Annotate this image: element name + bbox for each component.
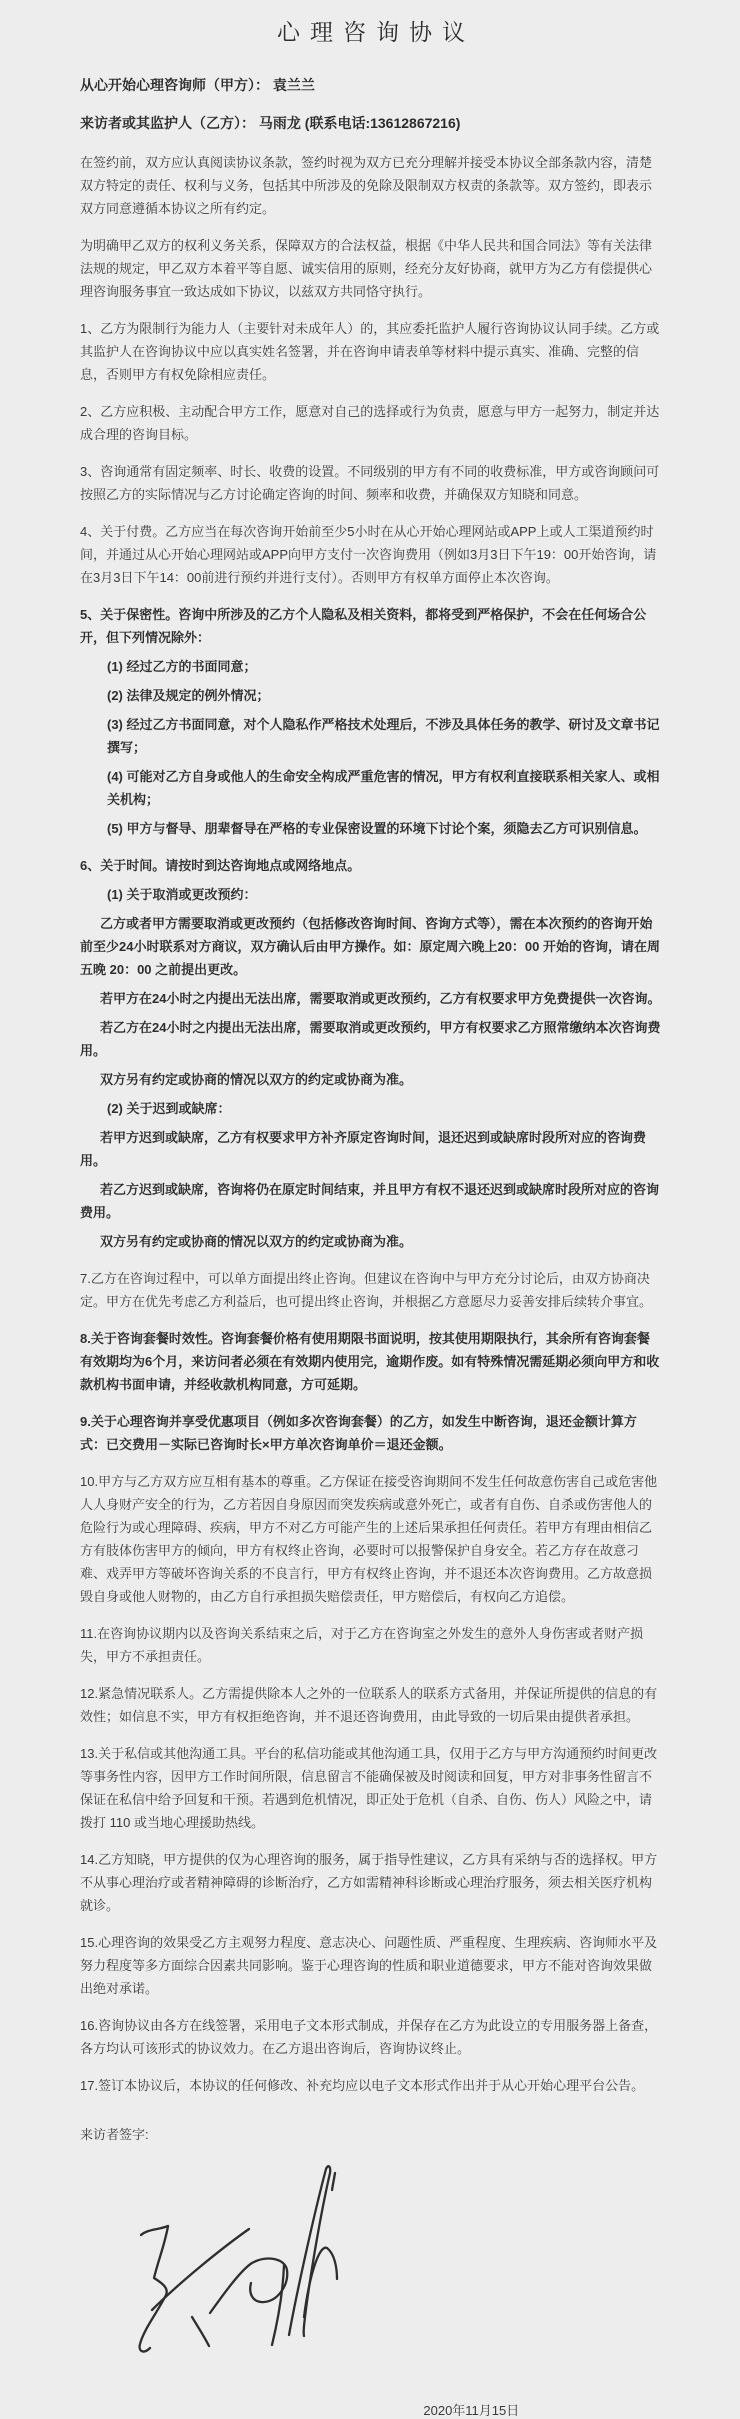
clause-5-item: (3) 经过乙方书面同意，对个人隐私作严格技术处理后，不涉及具体任务的教学、研讨及文章书记撰写； (107, 717, 660, 755)
clause-6-sub-heading: (1) 关于取消或更改预约： (107, 887, 257, 902)
clause-5-item: (5) 甲方与督导、朋辈督导在严格的专业保密设置的环境下讨论个案，须隐去乙方可识别信息。 (107, 821, 647, 836)
clause-2: 2、乙方应积极、主动配合甲方工作，愿意对自己的选择或行为负责，愿意与甲方一起努力，制定并达成合理的咨询目标。 (80, 404, 660, 442)
clause-1: 1、乙方为限制行为能力人（主要针对未成年人）的，其应委托监护人履行咨询协议认同手续。乙方或其监护人在咨询协议中应以真实姓名签署，并在咨询申请表单等材料中提示真实、准确、完整的信息，否则甲方有权免除相应责任。 (80, 321, 660, 382)
clause-7: 7.乙方在咨询过程中，可以单方面提出终止咨询。但建议在咨询中与甲方充分讨论后，由双方协商决定。甲方在优先考虑乙方利益后，也可提出终止咨询，并根据乙方意愿尽力妥善安排后续转介事宜。 (80, 1271, 653, 1309)
document-date: 2020年11月15日 (423, 2403, 520, 2418)
clause-3: 3、咨询通常有固定频率、时长、收费的设置。不同级别的甲方有不同的收费标准，甲方或咨询顾问可按照乙方的实际情况与乙方讨论确定咨询的时间、频率和收费，并确保双方知晓和同意。 (80, 464, 660, 502)
clause-6-item: 乙方或者甲方需要取消或更改预约（包括修改咨询时间、咨询方式等），需在本次预约的咨询开始前至少24小时联系对方商议，双方确认后由甲方操作。如：原定周六晚上20：00 开始的咨询，请在周五晚 20：00 之前提出更改。 (80, 916, 660, 977)
handwritten-signature (86, 2156, 346, 2374)
clause-11: 11.在咨询协议期内以及咨询关系结束之后，对于乙方在咨询室之外发生的意外人身伤害或者财产损失，甲方不承担责任。 (80, 1626, 644, 1664)
clause-5-item: (4) 可能对乙方自身或他人的生命安全构成严重危害的情况，甲方有权利直接联系相关家人、或相关机构； (107, 769, 660, 807)
clause-5-item: (1) 经过乙方的书面同意； (107, 659, 257, 674)
clause-5-item: (2) 法律及规定的例外情况； (107, 688, 270, 703)
party-b-line: 来访者或其监护人（乙方）： 马雨龙 (联系电话:13612867216) (80, 115, 461, 131)
clause-6-item: 若甲方在24小时之内提出无法出席，需要取消或更改预约，乙方有权要求甲方免费提供一次咨询。 (100, 991, 661, 1006)
clause-6-item: 若乙方在24小时之内提出无法出席，需要取消或更改预约，甲方有权要求乙方照常缴纳本次咨询费用。 (80, 1020, 661, 1058)
clause-6-item: 若甲方迟到或缺席，乙方有权要求甲方补齐原定咨询时间，退还迟到或缺席时段所对应的咨询费用。 (80, 1130, 647, 1168)
clause-12: 12.紧急情况联系人。乙方需提供除本人之外的一位联系人的联系方式备用，并保证所提供的信息的有效性；如信息不实，甲方有权拒绝咨询，并不退还咨询费用，由此导致的一切后果由提供者承担。 (80, 1686, 658, 1724)
party-a-line: 从心开始心理咨询师（甲方）： 袁兰兰 (80, 77, 315, 93)
intro-paragraph: 为明确甲乙双方的权利义务关系，保障双方的合法权益，根据《中华人民共和国合同法》等有关法律法规的规定，甲乙双方本着平等自愿、诚实信用的原则，经充分友好协商，就甲方为乙方有偿提供心理咨询服务事宜一致达成如下协议，以兹双方共同恪守执行。 (80, 238, 653, 299)
clause-6-sub-heading: (2) 关于迟到或缺席： (107, 1101, 231, 1116)
clause-9: 9.关于心理咨询并享受优惠项目（例如多次咨询套餐）的乙方，如发生中断咨询，退还金额计算方式：已交费用－实际已咨询时长×甲方单次咨询单价＝退还金额。 (80, 1414, 637, 1452)
clause-17: 17.签订本协议后，本协议的任何修改、补充均应以电子文本形式作出并于从心开始心理平台公告。 (80, 2078, 645, 2093)
clause-6: 6、关于时间。请按时到达咨询地点或网络地点。 (80, 858, 361, 873)
clause-6-item: 双方另有约定或协商的情况以双方的约定或协商为准。 (100, 1234, 413, 1249)
clause-10: 10.甲方与乙方双方应互相有基本的尊重。乙方保证在接受咨询期间不发生任何故意伤害自己或危害他人人身财产安全的行为，乙方若因自身原因而突发疾病或意外死亡，或者有自伤、自杀或伤害他人的危险行为或心理障碍、疾病，甲方不对乙方可能产生的上述后果承担任何责任。若甲方有理由相信乙方有肢体伤害甲方的倾向，甲方有权终止咨询，必要时可以报警保护自身安全。若乙方存在故意刁难、戏弄甲方等破坏咨询关系的不良言行，甲方有权终止咨询，并不退还本次咨询费用。乙方故意损毁自身或他人财物的，由乙方自行承担损失赔偿责任，甲方赔偿后，有权向乙方追偿。 (80, 1474, 658, 1604)
intro-paragraph: 在签约前，双方应认真阅读协议条款，签约时视为双方已充分理解并接受本协议全部条款内容，清楚双方特定的责任、权利与义务，包括其中所涉及的免除及限制双方权责的条款等。双方签约，即表示双方同意遵循本协议之所有约定。 (80, 155, 653, 216)
clause-5: 5、关于保密性。咨询中所涉及的乙方个人隐私及相关资料，都将受到严格保护，不会在任何场合公开，但下列情况除外： (80, 607, 647, 645)
clause-14: 14.乙方知晓，甲方提供的仅为心理咨询的服务，属于指导性建议，乙方具有采纳与否的选择权。甲方不从事心理治疗或者精神障碍的诊断治疗，乙方如需精神科诊断或心理治疗服务，须去相关医疗机构就诊。 (80, 1852, 658, 1913)
clause-6-item: 双方另有约定或协商的情况以双方的约定或协商为准。 (100, 1072, 413, 1087)
clause-8: 8.关于咨询套餐时效性。咨询套餐价格有使用期限书面说明，按其使用期限执行，其余所有咨询套餐有效期均为6个月，来访问者必须在有效期内使用完，逾期作废。如有特殊情况需延期必须向甲方和收款机构书面申请，并经收款机构同意，方可延期。 (80, 1331, 660, 1392)
page-title: 心理咨询协议 (277, 19, 475, 45)
clause-4: 4、关于付费。乙方应当在每次咨询开始前至少5小时在从心开始心理网站或APP上或人工渠道预约时间，并通过从心开始心理网站或APP向甲方支付一次咨询费用（例如3月3日下午19：00开始咨询，请在3月3日下午14：00前进行预约并进行支付）。否则甲方有权单方面停止本次咨询。 (80, 524, 657, 585)
date-line (80, 2400, 662, 2419)
clause-16: 16.咨询协议由各方在线签署，采用电子文本形式制成，并保存在乙方为此设立的专用服务器上备查，各方均认可该形式的协议效力。在乙方退出咨询后，咨询协议终止。 (80, 2018, 658, 2056)
clause-15: 15.心理咨询的效果受乙方主观努力程度、意志决心、问题性质、严重程度、生理疾病、咨询师水平及努力程度等多方面综合因素共同影响。鉴于心理咨询的性质和职业道德要求，甲方不能对咨询效果做出绝对承诺。 (80, 1935, 658, 1996)
signature-label: 来访者签字: (80, 2127, 149, 2142)
clause-13: 13.关于私信或其他沟通工具。平台的私信功能或其他沟通工具，仅用于乙方与甲方沟通预约时间更改等事务性内容，因甲方工作时间所限，信息留言不能确保被及时阅读和回复，甲方对非事务性留言不保证在私信中给予回复和干预。若遇到危机情况，即正处于危机（自杀、自伤、伤人）风险之中，请拨打 110 或当地心理援助热线。 (80, 1746, 658, 1830)
clause-6-item: 若乙方迟到或缺席，咨询将仍在原定时间结束，并且甲方有权不退还迟到或缺席时段所对应的咨询费用。 (80, 1182, 660, 1220)
